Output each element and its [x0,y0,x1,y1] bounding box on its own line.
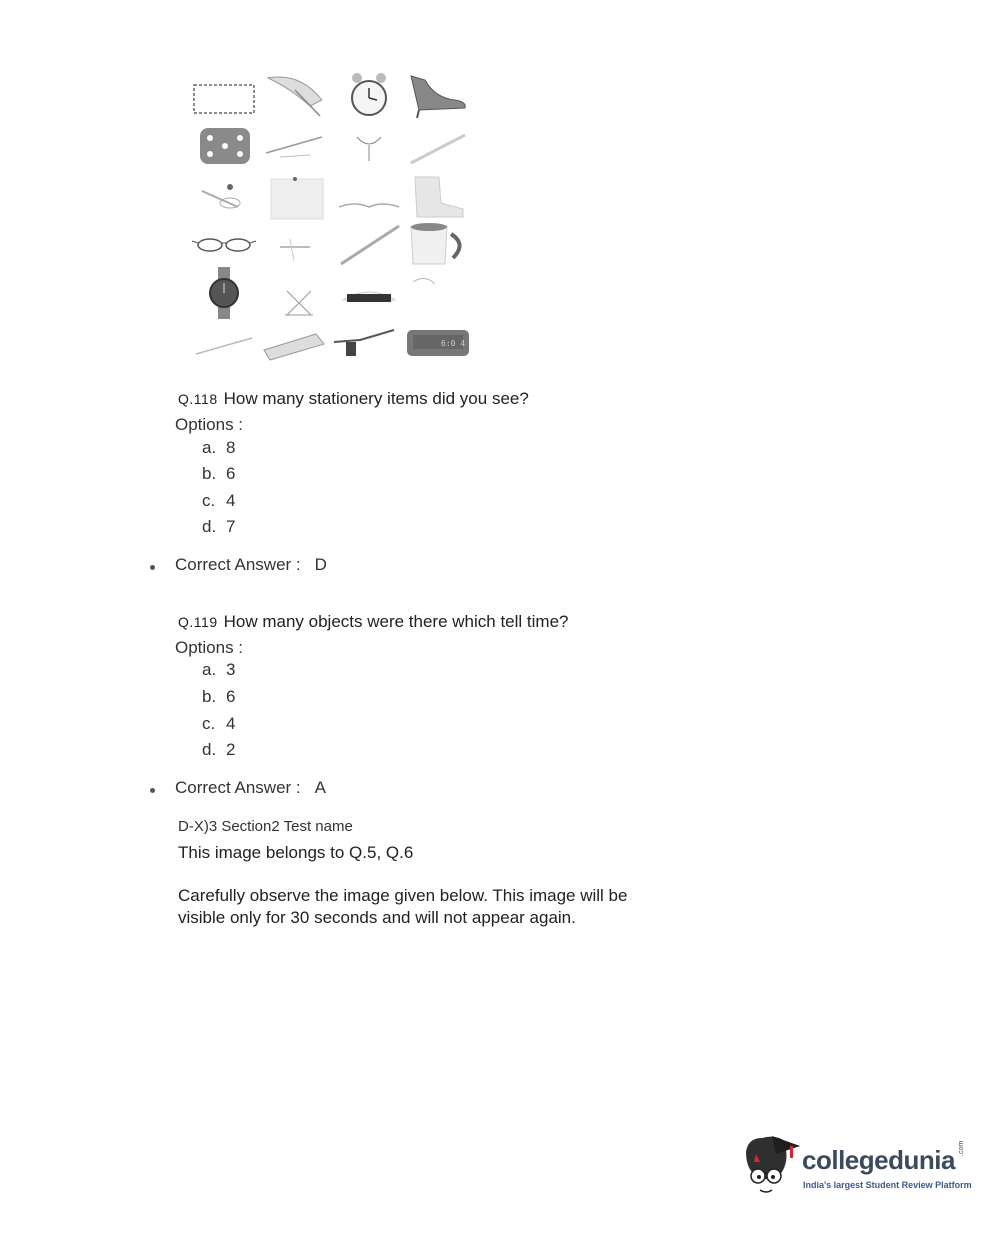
option-value: 3 [226,660,236,679]
option-value: 6 [226,687,236,706]
question-text: How many stationery items did you see? [223,389,529,408]
ring-icon [190,177,260,229]
bullet-icon [150,565,155,570]
question-number: Q.118 [178,391,218,407]
option-a [202,438,235,458]
digital-clock-icon [405,320,475,372]
option-letter: a. [202,660,217,679]
instruction-text: Carefully observe the image given below. This image will be visible only for 30 seconds and will not appear again. [178,886,628,927]
answer-value: D [314,555,327,574]
question-119 [178,612,568,632]
option-value: 2 [226,740,236,759]
paper-icon [265,175,335,227]
keyboard-icon [260,320,330,372]
option-letter: b. [202,687,217,706]
option-letter: b. [202,464,217,483]
mug-icon [405,220,475,272]
option-c [202,491,235,511]
option-b [202,464,235,484]
ticket-icon [190,75,260,127]
fork-icon [190,320,260,372]
hat-icon [335,270,405,322]
option-letter: c. [202,714,216,733]
option-value: 6 [226,464,236,483]
feather-icon [405,270,475,322]
option-d [202,740,235,760]
image-belongs-text: This image belongs to Q.5, Q.6 [178,843,414,862]
option-letter: d. [202,517,217,536]
objects-figure [185,65,485,365]
logo-tagline: India's largest Student Review Platform [803,1180,972,1190]
test-name: D-X)3 Section2 Test name [178,818,353,835]
mascot-icon [742,1132,804,1202]
high-heel-icon [405,70,475,122]
wristwatch-icon [190,267,260,319]
option-a [202,660,235,680]
alarm-clock-icon [335,70,405,122]
options-label: Options : [175,638,244,657]
option-value: 4 [226,491,236,510]
pencil-icon [405,127,475,179]
option-value: 4 [226,714,236,733]
option-letter: d. [202,740,217,759]
option-letter: c. [202,491,216,510]
option-letter: a. [202,438,217,457]
pen-icon [260,127,330,179]
option-value: 7 [226,517,236,536]
correct-answer-118 [175,555,327,575]
question-number: Q.119 [178,614,218,630]
question-text: How many objects were there which tell time? [223,612,569,631]
answer-value: A [314,778,326,797]
logo-suffix: .com [958,1140,965,1156]
pencil-long-icon [335,220,405,272]
answer-label: Correct Answer : [175,778,301,797]
logo-wordmark: collegedunia [802,1145,955,1175]
answer-label: Correct Answer : [175,555,301,574]
sunglasses-icon [330,320,400,372]
dice-icon [190,122,260,174]
digital-clock-text: 6:0 4 [441,339,466,348]
option-value: 8 [226,438,236,457]
bullet-icon [150,788,155,793]
option-c [202,714,235,734]
options-label: Options : [175,415,244,434]
umbrella-icon [260,70,330,122]
ink-pen-icon [270,225,340,277]
question-118 [178,389,529,409]
correct-answer-119 [175,778,326,798]
option-d [202,517,235,537]
option-b [202,687,235,707]
necklace-icon [335,127,405,179]
boot-icon [405,173,475,225]
